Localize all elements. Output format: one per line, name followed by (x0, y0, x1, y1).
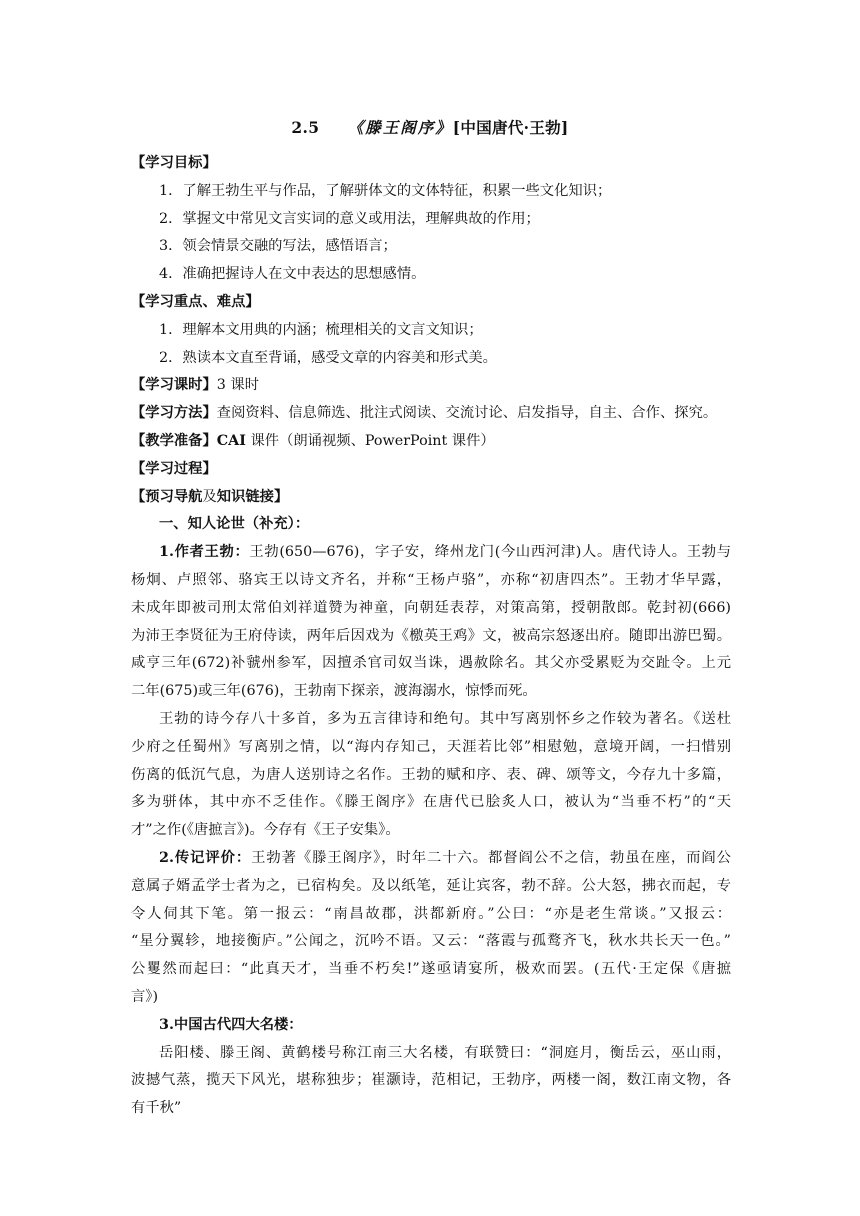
objectives-heading: 【学习目标】 (131, 155, 217, 171)
hours-heading: 【学习课时】 (131, 377, 217, 394)
paragraph-line: 杨炯、卢照邻、骆宾王以诗文齐名，并称“王杨卢骆”，亦称“初唐四杰”。王勃才华早露， (131, 571, 731, 588)
paragraph-line: 才”之作(《唐摭言》)。今存有《王子安集》。 (131, 822, 400, 839)
objective-item: 2．掌握文中常见文言实词的意义或用法，理解典故的作用； (159, 210, 540, 227)
prep-heading: 【教学准备】 (131, 432, 217, 449)
hours-value: 3 课时 (216, 377, 260, 394)
paragraph-line: 伤离的低沉气息，为唐人送别诗之名作。王勃的赋和序、表、碑、颂等文，今存九十多篇， (131, 766, 731, 783)
paragraph-line: 咸亨三年(672)补虢州参军，因擅杀官司奴当诛，遇赦除名。其父亦受累贬为交趾令。上元 (131, 655, 731, 672)
author-tag: [中国唐代·王勃] (452, 118, 569, 137)
paragraph-line: 波撼气蒸，揽天下风光，堪称独步；崔灏诗，范相记，王勃序，两楼一阁，数江南文物，各 (131, 1072, 731, 1089)
paragraph-line: 言》) (131, 988, 159, 1005)
process-heading: 【学习过程】 (131, 460, 217, 477)
objective-item: 4．准确把握诗人在文中表达的思想感情。 (159, 266, 426, 283)
paragraph-line: 王勃的诗今存八十多首，多为五言律诗和绝句。其中写离别怀乡之作较为著名。《送杜 (159, 710, 731, 727)
section-number: 2.5 (291, 118, 320, 137)
preview-heading-part: 及 (202, 488, 217, 505)
paragraph-line: 公矍然而起曰：“此真天才，当垂不朽矣!”遂亟请宴所，极欢而罢。(五代·王定保《唐摭 (131, 961, 731, 978)
bio-label: 2.传记评价： (159, 849, 252, 866)
paragraph-line: 岳阳楼、滕王阁、黄鹤楼号称江南三大名楼，有联赞曰：“洞庭月，衡岳云，巫山雨， (159, 1044, 731, 1061)
preview-heading-part: 知识链接】 (216, 488, 289, 505)
method-heading: 【学习方法】 (131, 405, 217, 422)
paragraph-line (131, 845, 731, 873)
paragraph-line: 为沛王李贤征为王府侍读，两年后因戏为《檄英王鸡》文，被高宗怒逐出府。随即出游巴蜀。 (131, 627, 731, 644)
prep-row (131, 428, 731, 456)
preview-heading-part: 【预习导航 (131, 488, 203, 505)
objective-item: 3．领会情景交融的写法，感悟语言； (159, 238, 397, 255)
method-row (131, 400, 731, 428)
keypoint-item: 2．熟读本文直至背诵，感受文章的内容美和形式美。 (159, 349, 497, 366)
paragraph-line: 多为骈体，其中亦不乏佳作。《滕王阁序》在唐代已脍炙人口，被认为“当垂不朽”的“天 (131, 794, 731, 811)
towers-label: 3.中国古代四大名楼： (159, 1016, 303, 1033)
method-value: 查阅资料、信息筛选、批注式阅读、交流讨论、启发指导，自主、合作、探究。 (216, 405, 718, 422)
keypoints-heading: 【学习重点、难点】 (131, 293, 260, 310)
paragraph-line: 少府之任蜀州》写离别之情，以“海内存知己，天涯若比邻”相慰勉，意境开阔，一扫惜别 (131, 738, 731, 755)
prep-value: 课件（朗诵视频、PowerPoint 课件） (245, 432, 495, 449)
paragraph-line (131, 539, 731, 567)
preview-heading (131, 484, 731, 512)
objective-item: 1．了解王勃生平与作品，了解骈体文的文体特征，积累一些文化知识； (159, 182, 612, 199)
paragraph-text: 王勃著《滕王阁序》，时年二十六。都督阎公不之信，勃虽在座，而阎公 (251, 849, 731, 866)
prep-value-cai: CAI (216, 432, 246, 449)
paragraph-text: 王勃(650—676)，字子安，绛州龙门(今山西河津)人。唐代诗人。王勃与 (249, 544, 731, 561)
paragraph-line: 未成年即被司刑太常伯刘祥道赞为神童，向朝廷表荐，对策高第，授朝散郎。乾封初(666) (131, 599, 731, 616)
paragraph-line: 意属子婿孟学士者为之，已宿构矣。及以纸笔，延让宾客，勃不辞。公大怒，拂衣而起，专 (131, 877, 731, 894)
paragraph-line: “星分翼轸，地接衡庐。”公闻之，沉吟不语。又云：“落霞与孤鹜齐飞，秋水共长天一色。” (131, 933, 731, 950)
paragraph-line: 令人伺其下笔。第一报云：“南昌故郡，洪都新府。”公曰：“亦是老生常谈。”又报云： (131, 905, 731, 922)
keypoint-item: 1．理解本文用典的内涵；梳理相关的文言文知识； (159, 321, 483, 338)
work-title: 《滕王阁序》 (347, 118, 453, 137)
paragraph-line: 有千秋” (131, 1100, 182, 1117)
subheading-author-context: 一、知人论世（补充）： (159, 516, 310, 533)
author-label: 1.作者王勃： (159, 544, 250, 561)
paragraph-line: 二年(675)或三年(676)，王勃南下探亲，渡海溺水，惊悸而死。 (131, 683, 537, 700)
page-title (0, 116, 860, 138)
hours-row (131, 372, 731, 400)
document-body (131, 150, 731, 1123)
